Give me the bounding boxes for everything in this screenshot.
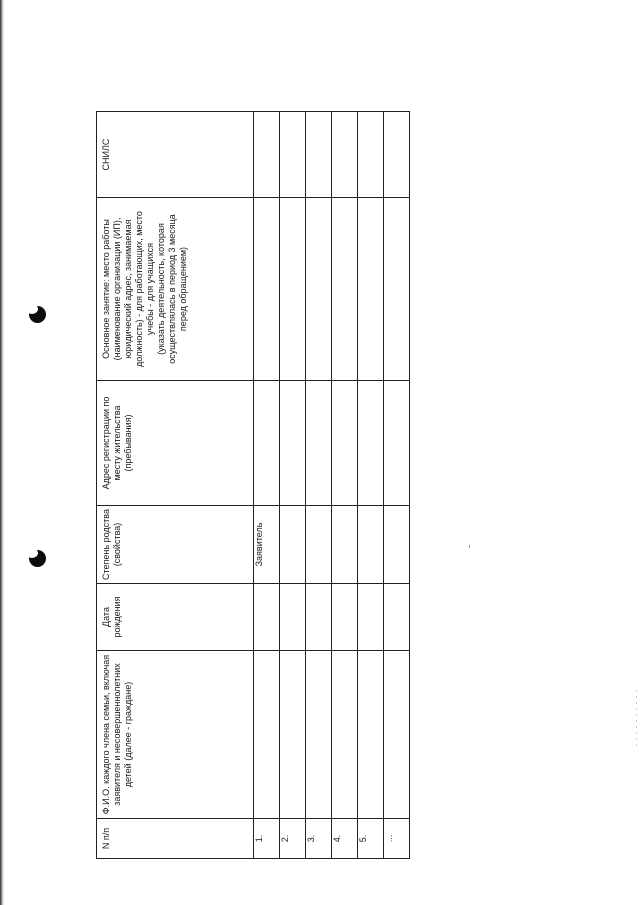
- cell-occupation[interactable]: [254, 198, 280, 381]
- family-members-table: [96, 111, 410, 859]
- header-address: Адрес регистрации по месту жительства (пребывания): [97, 381, 254, 506]
- cell-birth-date[interactable]: [306, 584, 332, 651]
- cell-relation[interactable]: [280, 506, 306, 584]
- cell-occupation[interactable]: [332, 198, 358, 381]
- cell-address[interactable]: [332, 381, 358, 506]
- cell-snils[interactable]: [306, 112, 332, 198]
- table-header-row: [97, 112, 254, 859]
- punch-hole: [29, 550, 46, 567]
- cell-full-name[interactable]: [332, 651, 358, 819]
- header-number: N п/п: [97, 819, 254, 859]
- cell-snils[interactable]: [384, 112, 410, 198]
- cell-birth-date[interactable]: [332, 584, 358, 651]
- table-row: [254, 112, 280, 859]
- row-number: 1.: [254, 819, 280, 859]
- table-row: [384, 112, 410, 859]
- table-row: [306, 112, 332, 859]
- header-snils: СНИЛС: [97, 112, 254, 198]
- cell-full-name[interactable]: [384, 651, 410, 819]
- row-number: 2.: [280, 819, 306, 859]
- cell-occupation[interactable]: [358, 198, 384, 381]
- cell-relation[interactable]: [332, 506, 358, 584]
- cell-full-name[interactable]: [254, 651, 280, 819]
- cell-relation[interactable]: [358, 506, 384, 584]
- cell-address[interactable]: [254, 381, 280, 506]
- row-number: 3.: [306, 819, 332, 859]
- scan-page-edge: [0, 0, 4, 905]
- table-row: [332, 112, 358, 859]
- cell-occupation[interactable]: [280, 198, 306, 381]
- cell-birth-date[interactable]: [254, 584, 280, 651]
- cell-snils[interactable]: [358, 112, 384, 198]
- cell-full-name[interactable]: [280, 651, 306, 819]
- header-occupation: [97, 198, 254, 381]
- cell-relation[interactable]: [384, 506, 410, 584]
- family-members-form: [96, 112, 409, 859]
- cell-relation[interactable]: [306, 506, 332, 584]
- header-occupation-note: (указать деятельность, которая осуществлялась в период 3 месяца перед обращением): [156, 214, 188, 364]
- header-birth-date: Дата рождения: [97, 584, 254, 651]
- cell-snils[interactable]: [254, 112, 280, 198]
- cell-birth-date[interactable]: [358, 584, 384, 651]
- cell-address[interactable]: [358, 381, 384, 506]
- cell-address[interactable]: [280, 381, 306, 506]
- cell-relation[interactable]: Заявитель: [254, 506, 280, 584]
- cell-address[interactable]: [384, 381, 410, 506]
- cell-birth-date[interactable]: [384, 584, 410, 651]
- scan-edge-marks: [636, 690, 637, 750]
- header-full-name: Ф.И.О. каждого члена семьи, включая заявителя и несовершеннолетних детей (далее - граждане): [97, 651, 254, 819]
- table-row: [358, 112, 384, 859]
- cell-address[interactable]: [306, 381, 332, 506]
- cell-full-name[interactable]: [358, 651, 384, 819]
- table-row: [280, 112, 306, 859]
- row-number: 4.: [332, 819, 358, 859]
- cell-full-name[interactable]: [306, 651, 332, 819]
- punch-hole: [29, 306, 46, 323]
- header-relation: Степень родства (свойства): [97, 506, 254, 584]
- cell-snils[interactable]: [332, 112, 358, 198]
- cell-snils[interactable]: [280, 112, 306, 198]
- scan-speck: [469, 545, 470, 548]
- cell-occupation[interactable]: [384, 198, 410, 381]
- cell-occupation[interactable]: [306, 198, 332, 381]
- row-number: 5.: [358, 819, 384, 859]
- cell-birth-date[interactable]: [280, 584, 306, 651]
- row-number: ...: [384, 819, 410, 859]
- header-occupation-main: Основное занятие: место работы (наименование организации (ИП), юридический адрес, занимаемая должность) - для работающих, место учебы - для учащихся: [101, 211, 155, 367]
